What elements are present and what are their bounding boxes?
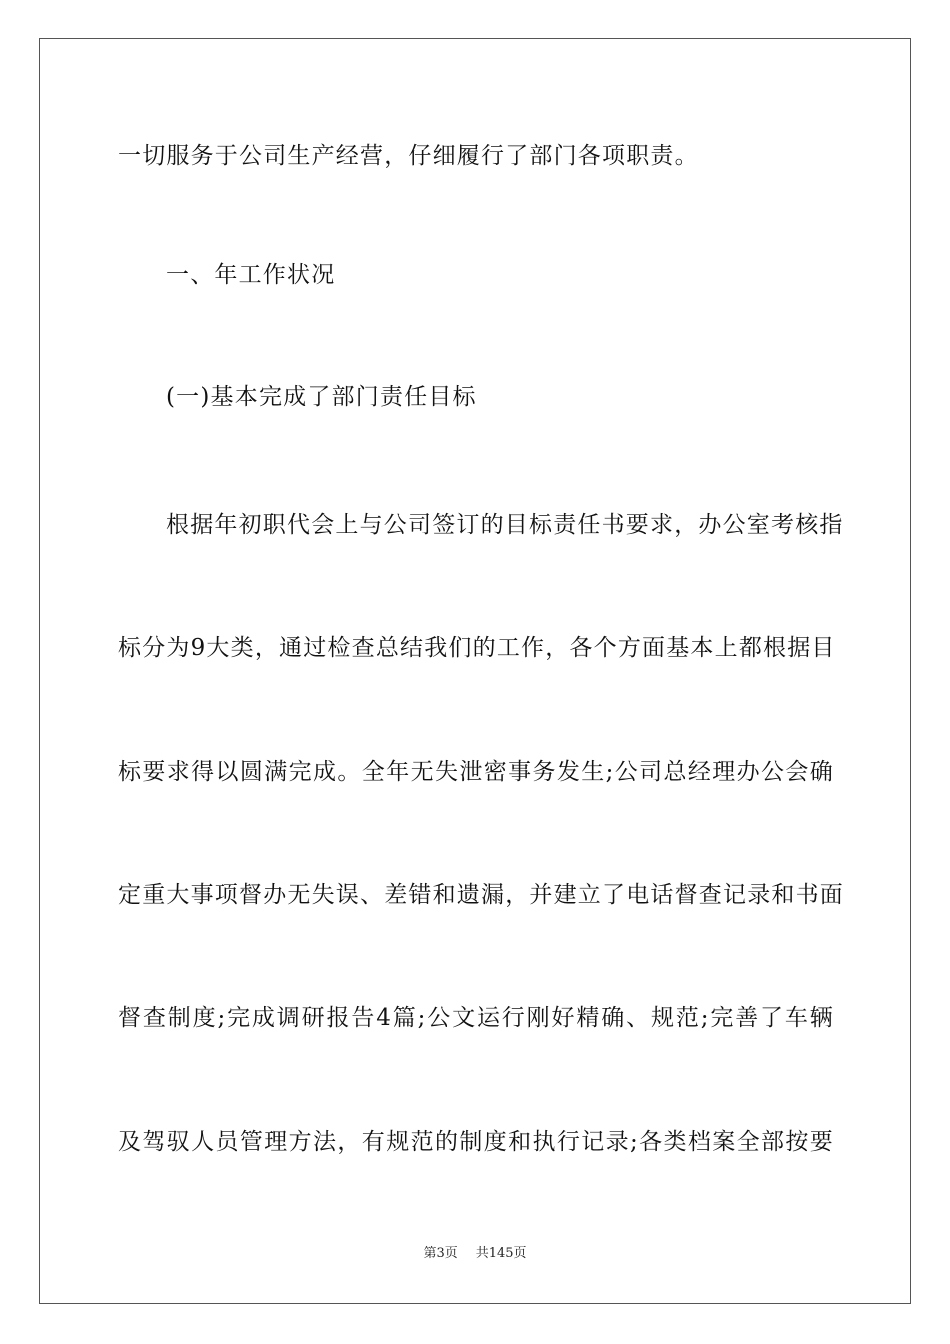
paragraph-line: 标要求得以圆满完成。全年无失泄密事务发生;公司总经理办公会确 <box>118 759 834 785</box>
page-frame <box>39 38 911 1304</box>
paragraph-line: 督查制度;完成调研报告4篇;公文运行刚好精确、规范;完善了车辆 <box>118 1005 834 1031</box>
page-number: 第3页 <box>423 1246 458 1261</box>
total-pages: 共145页 <box>475 1246 527 1261</box>
paragraph-line: 根据年初职代会上与公司签订的目标责任书要求，办公室考核指 <box>166 512 844 538</box>
paragraph-line: 一切服务于公司生产经营，仔细履行了部门各项职责。 <box>118 143 699 169</box>
paragraph-line: 及驾驭人员管理方法，有规范的制度和执行记录;各类档案全部按要 <box>118 1129 834 1155</box>
subsection-heading: (一)基本完成了部门责任目标 <box>166 384 477 410</box>
paragraph-line: 定重大事项督办无失误、差错和遗漏，并建立了电话督查记录和书面 <box>118 882 844 908</box>
paragraph-line: 标分为9大类，通过检查总结我们的工作，各个方面基本上都根据目 <box>118 635 836 661</box>
section-heading: 一、年工作状况 <box>166 262 336 288</box>
page-footer <box>0 1245 950 1263</box>
